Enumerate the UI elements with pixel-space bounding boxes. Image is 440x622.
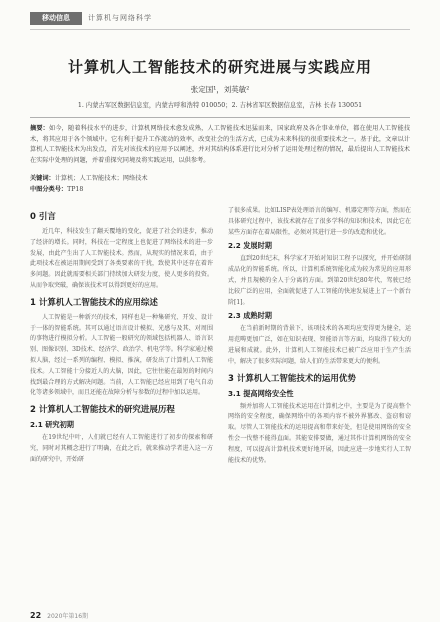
left-column bbox=[30, 206, 213, 469]
paragraph: 人工智能是一种新兴的技术，同样也是一种集研究、开发、设计于一体的智能系统。其可以通过语言设计模拟、光感与及其、对周围的事物进行模拟分析。人工智能一般研究的领域包括机器人、语言识别、图像识别、3D技术、经济学、政治学、机电学等。科学家通过模拟人脑，经过一系列的编程、模拟、推演，研发出了计算机人工智能技术。人工智能十分接近人的大脑，因此，它往往能在最短的时间内找到最合理的方式解决问题。当前，人工智能已经应用到了电气自动化等诸多领域中，而且还能在故障分析与参数的过程中加以运用。 bbox=[30, 313, 213, 397]
paragraph: 在19世纪中叶，人们就已经有人工智能进行了初步的探索和研究，同时对其概念进行了明确，在此之后，就来推动学者进入这一方面的研究中，开始研 bbox=[30, 434, 213, 463]
keywords bbox=[30, 173, 410, 182]
subsection-heading: 3.1 提高网络安全性 bbox=[228, 388, 294, 398]
subsection-heading: 2.3 成熟时期 bbox=[228, 311, 272, 321]
section-heading: 1 计算机人工智能技术的应用综述 bbox=[30, 297, 158, 308]
section-tagline: 计算机与网络科学 bbox=[88, 14, 152, 22]
keywords-label: 关键词： bbox=[30, 175, 55, 182]
page-number: 22 bbox=[30, 611, 42, 620]
journal-issue: 2020年第16期 bbox=[47, 613, 89, 620]
classification-text: TP18 bbox=[67, 186, 84, 193]
abstract-label: 摘要： bbox=[30, 125, 50, 132]
classification bbox=[30, 184, 410, 193]
affiliations: 1. 内蒙古军区数据信息室，内蒙古呼和浩特 010050；2. 吉林省军区数据信息室，吉林 长春 130051 bbox=[77, 102, 363, 109]
running-header bbox=[0, 0, 440, 40]
paragraph: 直到20世纪末，科学家才开始对知识工程予以探究，并开始研制成品化的智能系统。所以，计算机系统智能化成为较为常见的应用形式，并且規模的全人于分离的方面。到第20世纪80年代，驾驶已经比较广泛的应用，全面就促进了人工智能的快速发展进上了一个新台阶[1]。 bbox=[228, 255, 411, 306]
paragraph: 了很多成果。比如LISP表处理语言的编写、机器定理等方面，然而在具体研究过程中，该技术就存在了很多学科的知识和技术，因此它在某些方面存在着局限性，必须对其进行进一步的改造和优化。 bbox=[228, 207, 411, 236]
paragraph: 在当前新时期的背景下，该项技术的各项均应变得更为健全，运用范畴更加广泛，如在知识表现、智能语言等方面，均取得了较大的进展和成就。此外，计算机人工智能技术已被广泛应用于生产生活中，解决了很多实际问题，给人们的生活带来更大的便利。 bbox=[228, 325, 411, 365]
abstract-text: 如今，随着科技水平的进步，计算机网络技术愈发成熟，人工智能技术迅猛而来，国家政府及各企事业单位，都在使用人工智能技术，将其应用于各个领域中。它有利于提升工作流动的效率，改变社会的生活方式，已成为未来科技的很重要技术之一。基于此，文章以计算机人工智能技术为出发点，首先对该技术的应用予以阐述，并对其结构体系进行比对分析了运用处理过程的情况，最后提出人工智能技术在实际中处理的问题，并着重探究同境及将实践运用，以供参考。 bbox=[30, 125, 411, 164]
subsection-heading: 2.1 研究初期 bbox=[30, 420, 74, 430]
section-heading: 0 引言 bbox=[30, 212, 56, 222]
header-divider bbox=[30, 29, 410, 30]
authors: 张定国¹，刘英敏² bbox=[190, 85, 250, 94]
section-heading: 3 计算机人工智能技术的运用优势 bbox=[228, 373, 356, 384]
page-footer bbox=[30, 603, 88, 622]
paragraph: 近几年，科技发生了翻天覆地的变化，促进了社会的进步，推动了经济的增长。同时，科技在一定程度上也促进了网络技术的进一步发展，由此产生出了人工智能技术。然而，从现实的情况来看，由于此项技术在被运用期间受到了各类要素的干扰，致使其中还存在着许多问题。因此就需要相关部门持续加大研发力度，使人更多的投资。从而争取突破，确保该技术可以得到更好的应用。 bbox=[30, 228, 213, 289]
paragraph: 频并加将人工智能技术运用在计算机之中，主要是为了提高整个网络的安全程度，确保网络中的各项内容不被外界篡改、盗窃和窃取。尽管人工智能技术的运用提高和带来好处，但是使用网络的安全性会一伐整不能得直面。其能安排要做，通过其作计算机网络的安全程度，可以提高计算机技术更好地开展，因此应进一步地实行人工智能技术的优势。 bbox=[228, 402, 411, 464]
keywords-text: 计算机；人工智能技术；网络技术 bbox=[54, 175, 148, 182]
abstract bbox=[30, 124, 410, 166]
right-column bbox=[228, 206, 411, 469]
column-tag: 移动信息 bbox=[30, 12, 82, 25]
section-heading: 2 计算机人工智能技术的研究进展历程 bbox=[30, 405, 175, 416]
affiliation-divider bbox=[30, 117, 410, 118]
classification-label: 中图分类号： bbox=[30, 186, 68, 193]
article-title: 计算机人工智能技术的研究进展与实践应用 bbox=[67, 58, 372, 76]
subsection-heading: 2.2 发展时期 bbox=[228, 241, 272, 251]
